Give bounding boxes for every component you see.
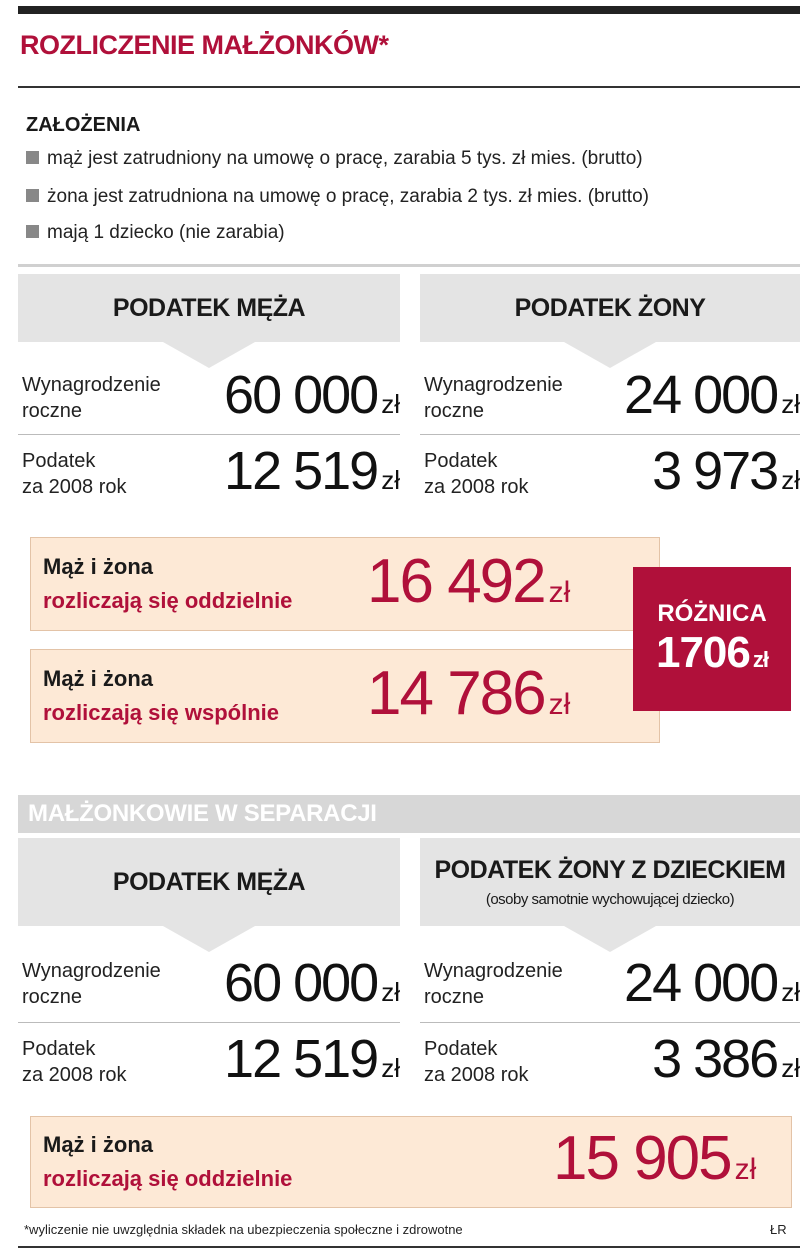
bullet-square-icon	[26, 189, 39, 202]
title-divider	[18, 86, 800, 88]
bullet-square-icon	[26, 151, 39, 164]
author-signature: ŁR	[770, 1222, 787, 1237]
separation-total-value: 15 905 zł	[553, 1124, 757, 1193]
husband-tax-header: PODATEK MĘŻA	[18, 838, 400, 926]
income-label: Wynagrodzenie roczne	[22, 374, 161, 422]
husband-tax-value: 12 519 zł	[224, 441, 400, 501]
wife-income-value: 24 000 zł	[624, 953, 800, 1013]
bullet-square-icon	[26, 225, 39, 238]
bottom-rule	[18, 1246, 800, 1248]
husband-income-value: 60 000 zł	[224, 953, 400, 1013]
tax-label: Podatek za 2008 rok	[22, 1038, 127, 1086]
joint-total-value: 14 786 zł	[367, 659, 571, 728]
husband-income-value: 60 000 zł	[224, 365, 400, 425]
tax-label: Podatek za 2008 rok	[424, 1038, 529, 1086]
income-label: Wynagrodzenie roczne	[424, 374, 563, 422]
joint-total-box: Mąż i żona rozliczają się wspólnie 14 786 zł	[30, 649, 660, 743]
page-title: ROZLICZENIE MAŁŻONKÓW*	[20, 30, 389, 60]
row-divider	[18, 434, 400, 435]
assumptions-heading: ZAŁOŻENIA	[26, 114, 141, 136]
footnote: *wyliczenie nie uwzględnia składek na ubezpieczenia społeczne i zdrowotne	[24, 1222, 463, 1237]
wife-tax-value: 3 973 zł	[652, 441, 800, 501]
assumption-item: mają 1 dziecko (nie zarabia)	[26, 222, 285, 244]
wife-tax-value: 3 386 zł	[652, 1029, 800, 1089]
separation-band: MAŁŻONKOWIE W SEPARACJI	[18, 795, 800, 833]
row-divider	[420, 1022, 800, 1023]
tax-label: Podatek za 2008 rok	[22, 450, 127, 498]
row-divider	[420, 434, 800, 435]
wife-child-tax-header: PODATEK ŻONY Z DZIECKIEM (osoby samotnie wychowującej dziecko)	[420, 838, 800, 926]
down-arrow-icon	[163, 926, 255, 952]
income-label: Wynagrodzenie roczne	[424, 960, 563, 1008]
difference-badge: RÓŻNICA 1706 zł	[633, 567, 791, 711]
down-arrow-icon	[564, 926, 656, 952]
section-divider	[18, 264, 800, 267]
tax-label: Podatek za 2008 rok	[424, 450, 529, 498]
separate-total-box: Mąż i żona rozliczają się oddzielnie 16 492 zł	[30, 537, 660, 631]
assumption-item: mąż jest zatrudniony na umowę o pracę, zarabia 5 tys. zł mies. (brutto)	[26, 148, 643, 170]
wife-tax-header: PODATEK ŻONY	[420, 274, 800, 342]
husband-tax-header: PODATEK MĘŻA	[18, 274, 400, 342]
separation-total-box: Mąż i żona rozliczają się oddzielnie 15 905 zł	[30, 1116, 792, 1208]
separate-total-value: 16 492 zł	[367, 547, 571, 616]
assumption-item: żona jest zatrudniona na umowę o pracę, zarabia 2 tys. zł mies. (brutto)	[26, 186, 649, 208]
row-divider	[18, 1022, 400, 1023]
income-label: Wynagrodzenie roczne	[22, 960, 161, 1008]
wife-income-value: 24 000 zł	[624, 365, 800, 425]
husband-tax-value: 12 519 zł	[224, 1029, 400, 1089]
top-rule	[18, 6, 800, 14]
